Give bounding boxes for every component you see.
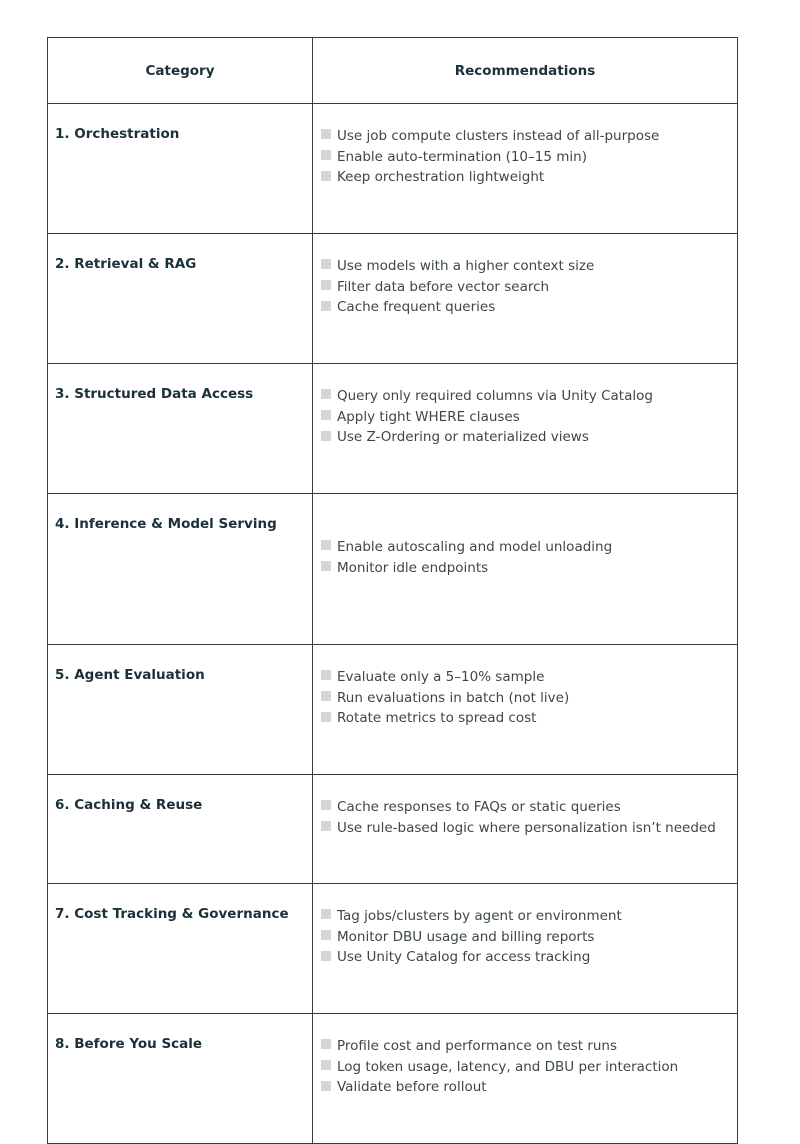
recommendation-text: Apply tight WHERE clauses [337, 408, 520, 425]
square-bullet-icon [321, 821, 331, 831]
recommendation-text: Evaluate only a 5–10% sample [337, 669, 545, 685]
list-item [321, 818, 737, 839]
category-cell: 2. Retrieval & RAG [48, 234, 313, 364]
square-bullet-icon [321, 1060, 331, 1070]
square-bullet-icon [321, 150, 331, 160]
recommendation-text: Log token usage, latency, and DBU per interaction [337, 1058, 679, 1075]
category-cell: 3. Structured Data Access [48, 364, 313, 494]
list-item [321, 407, 737, 428]
list-item [321, 427, 737, 448]
recommendation-text: Validate before rollout [337, 1079, 487, 1096]
list-item [321, 947, 737, 968]
recommendation-text: Use job compute clusters instead of all-purpose [337, 128, 660, 144]
square-bullet-icon [321, 930, 331, 940]
recommendation-text: Enable auto-termination (10–15 min) [337, 148, 587, 165]
recommendation-text: Query only required columns via Unity Catalog [337, 388, 653, 404]
recommendation-text: Rotate metrics to spread cost [337, 710, 537, 727]
category-cell: 4. Inference & Model Serving [48, 494, 313, 645]
category-cell: 8. Before You Scale [48, 1014, 313, 1144]
category-cell: 7. Cost Tracking & Governance [48, 884, 313, 1014]
list-item [321, 558, 737, 579]
list-item [321, 126, 737, 147]
list-item [321, 927, 737, 948]
list-item [321, 147, 737, 168]
recommendation-text: Use Unity Catalog for access tracking [337, 949, 591, 966]
recommendations-cell [313, 1014, 738, 1144]
table-row [48, 1014, 738, 1144]
table-row [48, 104, 738, 234]
category-cell: 5. Agent Evaluation [48, 645, 313, 775]
table-row [48, 775, 738, 884]
square-bullet-icon [321, 171, 331, 181]
table-row [48, 645, 738, 775]
square-bullet-icon [321, 129, 331, 139]
list-item [321, 297, 737, 318]
list-item [321, 797, 737, 818]
recommendation-text: Tag jobs/clusters by agent or environment [337, 908, 622, 924]
square-bullet-icon [321, 909, 331, 919]
recommendation-text: Use models with a higher context size [337, 258, 595, 274]
list-item [321, 167, 737, 188]
square-bullet-icon [321, 389, 331, 399]
header-recommendations: Recommendations [313, 38, 738, 104]
recommendation-text: Use rule-based logic where personalization isn’t needed [337, 819, 716, 836]
table-row [48, 234, 738, 364]
square-bullet-icon [321, 1039, 331, 1049]
recommendations-cell [313, 494, 738, 645]
recommendation-text: Filter data before vector search [337, 278, 550, 295]
list-item [321, 1036, 737, 1057]
recommendation-text: Cache frequent queries [337, 299, 496, 316]
list-item [321, 256, 737, 277]
square-bullet-icon [321, 800, 331, 810]
list-item [321, 667, 737, 688]
square-bullet-icon [321, 431, 331, 441]
square-bullet-icon [321, 1081, 331, 1091]
recommendation-text: Run evaluations in batch (not live) [337, 689, 570, 706]
recommendation-text: Monitor idle endpoints [337, 559, 489, 576]
category-cell: 1. Orchestration [48, 104, 313, 234]
recommendation-text: Keep orchestration lightweight [337, 169, 545, 186]
table-row [48, 364, 738, 494]
square-bullet-icon [321, 691, 331, 701]
recommendation-text: Profile cost and performance on test runs [337, 1038, 618, 1054]
recommendations-cell [313, 775, 738, 884]
recommendation-text: Enable autoscaling and model unloading [337, 539, 613, 555]
square-bullet-icon [321, 540, 331, 550]
list-item [321, 386, 737, 407]
square-bullet-icon [321, 259, 331, 269]
recommendations-cell [313, 645, 738, 775]
square-bullet-icon [321, 670, 331, 680]
list-item [321, 688, 737, 709]
square-bullet-icon [321, 561, 331, 571]
recommendation-text: Use Z-Ordering or materialized views [337, 429, 589, 446]
list-item [321, 708, 737, 729]
recommendations-cell [313, 234, 738, 364]
header-category: Category [48, 38, 313, 104]
category-cell: 6. Caching & Reuse [48, 775, 313, 884]
recommendation-text: Monitor DBU usage and billing reports [337, 928, 595, 945]
square-bullet-icon [321, 410, 331, 420]
square-bullet-icon [321, 301, 331, 311]
square-bullet-icon [321, 280, 331, 290]
table-row [48, 884, 738, 1014]
recommendations-cell [313, 364, 738, 494]
table-header-row [48, 38, 738, 104]
recommendations-cell [313, 884, 738, 1014]
square-bullet-icon [321, 951, 331, 961]
list-item [321, 537, 737, 558]
recommendations-cell [313, 104, 738, 234]
table-row [48, 494, 738, 645]
list-item [321, 1057, 737, 1078]
square-bullet-icon [321, 712, 331, 722]
recommendations-table [47, 37, 738, 1144]
list-item [321, 277, 737, 298]
recommendation-text: Cache responses to FAQs or static queries [337, 799, 621, 815]
list-item [321, 906, 737, 927]
list-item [321, 1077, 737, 1098]
